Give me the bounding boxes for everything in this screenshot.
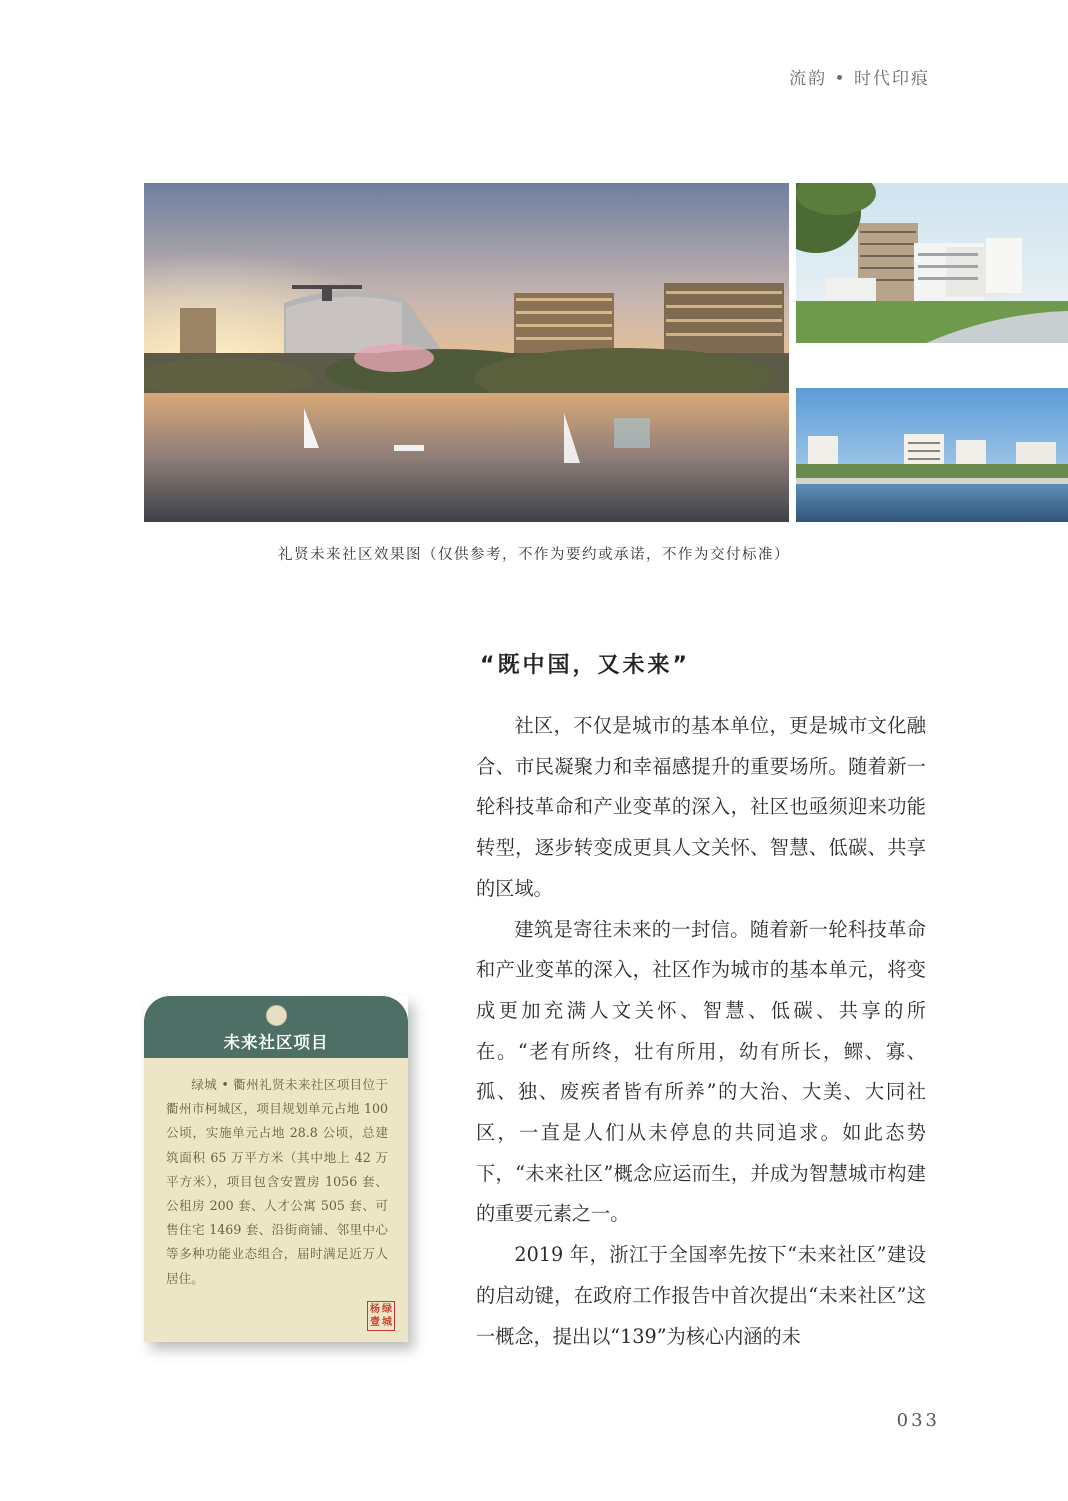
seal-char: 杨 — [370, 1304, 380, 1315]
tag-hole-icon — [266, 1005, 287, 1026]
seal-char: 城 — [382, 1317, 392, 1328]
card-text: 绿城 • 衢州礼贤未来社区项目位于衢州市柯城区，项目规划单元占地 100 公顷，实施单元占地 28.8 公顷，总建筑面积 65 万平方米（其中地上 42 万平方米），项目包含安置房 1056 套、公租房 200 套、人才公寓 505 套、可售住宅 1469 套、沿街商铺、邻里中心等多种功能业态组合，届时满足近万人居住。 — [166, 1077, 388, 1286]
article-paragraph: 建筑是寄往未来的一封信。随着新一轮科技革命和产业变革的深入，社区作为城市的基本单元，将变成更加充满人文关怀、智慧、低碳、共享的所在。“老有所终，壮有所用，幼有所长，鳏、寡、孤、独、废疾者皆有所养”的大治、大美、大同社区，一直是人们从未停息的共同追求。如此态势下，“未来社区”概念应运而生，并成为智慧城市构建的重要元素之一。 — [476, 917, 926, 1226]
article-paragraph: 2019 年，浙江于全国率先按下“未来社区”建设的启动键，在政府工作报告中首次提出“未来社区”这一概念，提出以“139”为核心内涵的未 — [476, 1243, 926, 1348]
article-body — [476, 706, 926, 1357]
card-body — [144, 1058, 408, 1342]
card-header — [144, 996, 408, 1058]
rendering-image-main — [144, 183, 789, 522]
article-paragraph: 社区，不仅是城市的基本单位，更是城市文化融合、市民凝聚力和幸福感提升的重要场所。随着新一轮科技革命和产业变革的深入，社区也亟须迎来功能转型，逐步转变成更具人文关怀、智慧、低碳、共享的区域。 — [476, 714, 926, 900]
page-number: 033 — [896, 1410, 940, 1431]
seal-char: 绿 — [382, 1304, 392, 1315]
project-info-card — [144, 996, 408, 1342]
rendering-image-top-right — [796, 183, 1068, 343]
card-title: 未来社区项目 — [223, 1033, 329, 1052]
figure-caption: 礼贤未来社区效果图（仅供参考，不作为要约或承诺，不作为交付标准） — [278, 547, 790, 563]
running-header: 流韵 • 时代印痕 — [789, 69, 930, 89]
seal-stamp-icon — [367, 1301, 395, 1331]
seal-char: 壹 — [370, 1317, 380, 1328]
section-title: “既中国，又未来” — [480, 653, 690, 678]
rendering-image-bottom-right — [796, 388, 1068, 522]
